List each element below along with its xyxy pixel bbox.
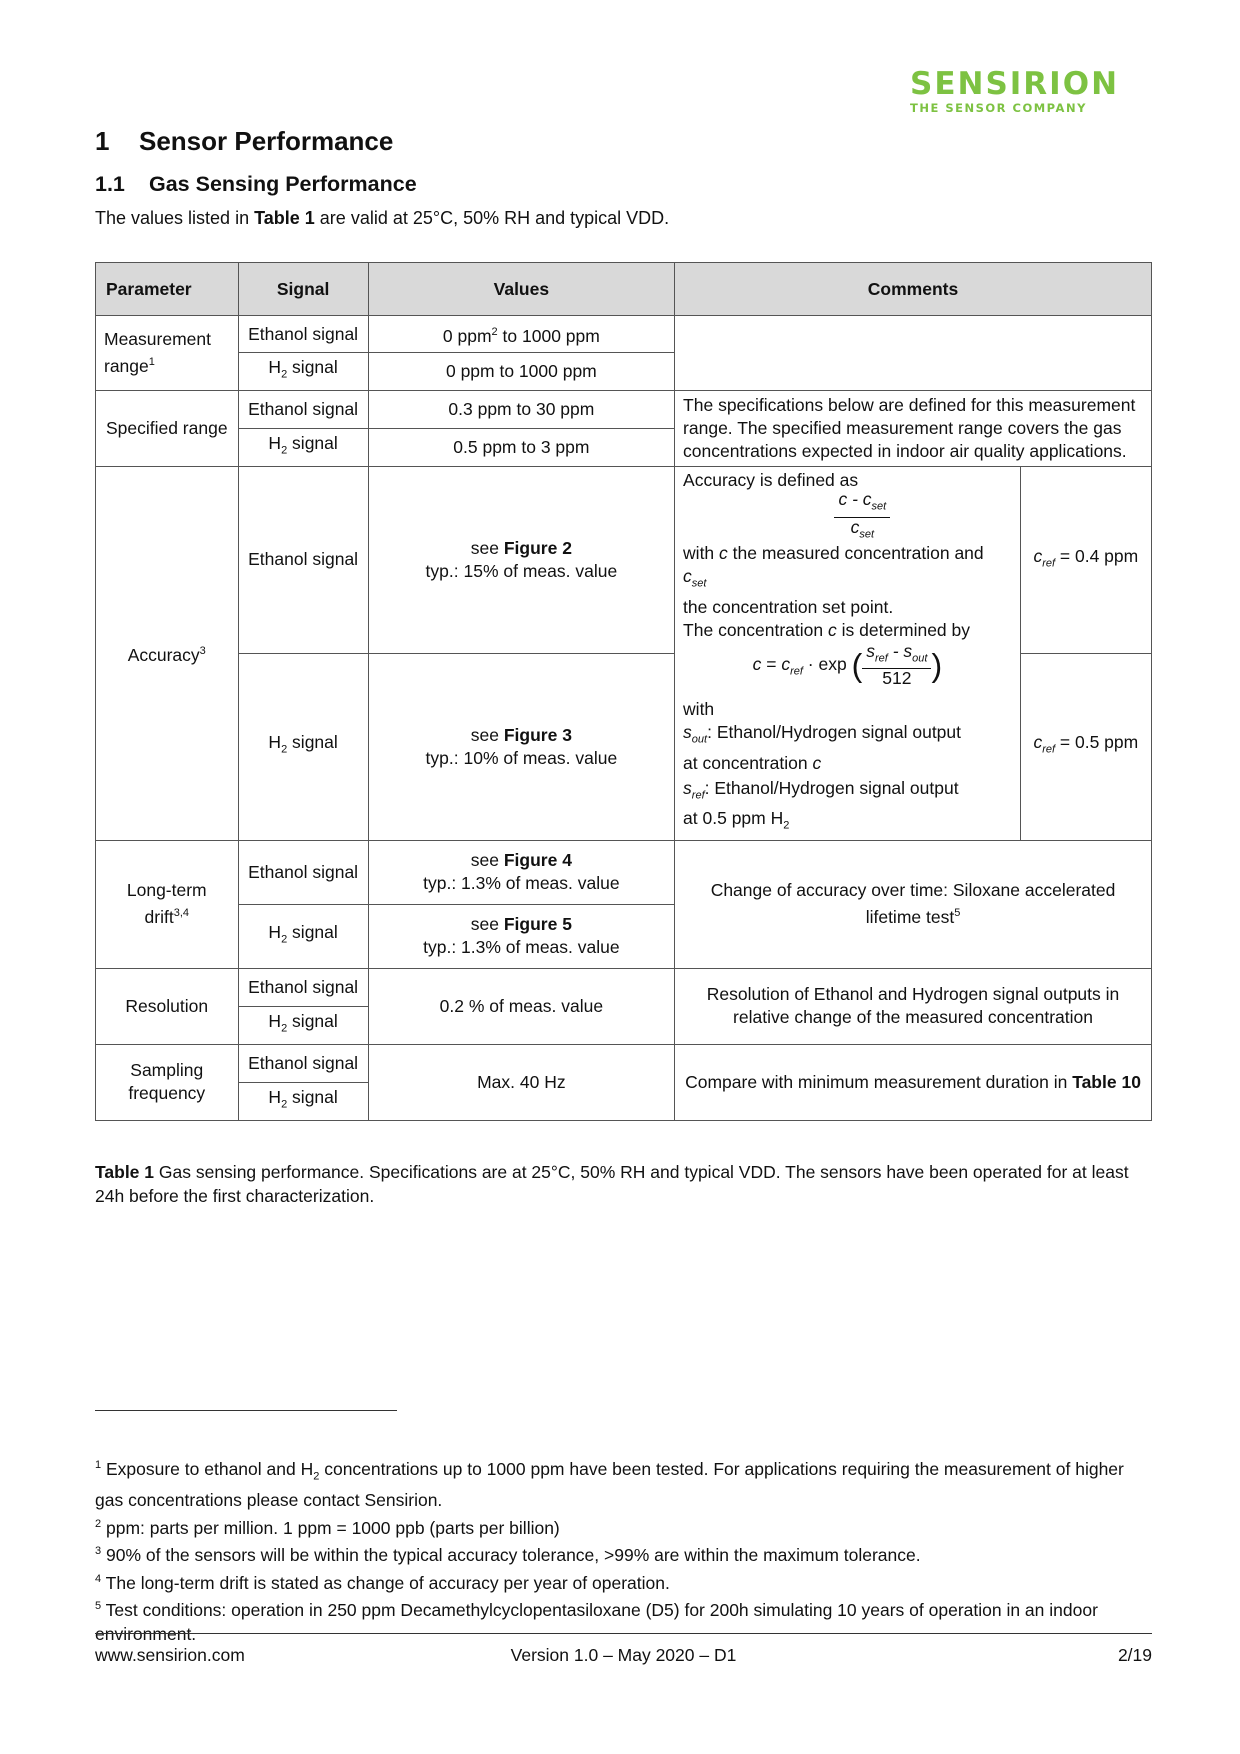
- comment-accuracy: Accuracy is defined as $\frac{c - c_{set}}{c_{set}}$ with c the measured concentration and $c_{set}$ the concentration set point. The concentration c is determined by $c = c_{ref} \cdot \exp$ ( $\frac{s_{ref} - s_{out}}{512}$ ) with $s_{out}$: Ethanol/Hydrogen signal output at concentration c $s_{ref}$: Ethanol/Hydrogen signal output at 0.5 ppm $H_2$: [675, 467, 1021, 841]
- value-cell: 0.5 ppm to 3 ppm: [368, 429, 674, 467]
- signal-h2: $H_2$ signal: [238, 1082, 368, 1120]
- cref-ethanol: $c_{ref} = 0.4$ ppm: [1020, 467, 1151, 654]
- signal-ethanol: Ethanol signal: [238, 391, 368, 429]
- value-cell: 0.3 ppm to 30 ppm: [368, 391, 674, 429]
- section-number: 1: [95, 126, 110, 156]
- table-ref: Table 1: [254, 208, 315, 228]
- header-values: Values: [368, 263, 674, 316]
- figure-ref: Figure 5: [503, 914, 572, 934]
- signal-h2: $H_2$ signal: [238, 429, 368, 467]
- signal-ethanol: Ethanol signal: [238, 467, 368, 654]
- sensirion-logo: [910, 68, 1150, 115]
- footnote: $^3$ 90% of the sensors will be within the typical accuracy tolerance, >99% are within the maximum tolerance.: [95, 1545, 921, 1566]
- value-cell: see Figure 4 typ.: 1.3% of meas. value: [368, 840, 674, 904]
- param-long-term-drift: Long-term drift$^{3,4}$: [96, 840, 239, 968]
- table-row: [96, 316, 1152, 353]
- param-resolution: Resolution: [96, 968, 239, 1044]
- table-row: [96, 467, 1152, 654]
- table-row: [96, 840, 1152, 904]
- figure-ref: Figure 4: [503, 850, 572, 870]
- value-cell: 0 ppm$^2$ to 1000 ppm: [368, 316, 674, 353]
- subsection-heading: [95, 172, 417, 197]
- footer-website[interactable]: www.sensirion.com: [95, 1645, 245, 1665]
- param-accuracy: Accuracy$^3$: [96, 467, 239, 841]
- section-heading: [95, 126, 393, 157]
- subsection-number: 1.1: [95, 172, 125, 196]
- comment-sampling: Compare with minimum measurement duration in Table 10: [675, 1044, 1152, 1120]
- value-cell: see Figure 5 typ.: 1.3% of meas. value: [368, 904, 674, 968]
- accuracy-formula: $\frac{c - c_{set}}{c_{set}}$: [713, 490, 1012, 544]
- page-footer: [95, 1645, 1152, 1669]
- signal-h2: $H_2$ signal: [238, 1006, 368, 1044]
- table-ref: Table 10: [1072, 1071, 1141, 1092]
- comment-empty: [675, 316, 1152, 391]
- signal-h2: $H_2$ signal: [238, 353, 368, 391]
- value-cell: see Figure 2 typ.: 15% of meas. value: [368, 467, 674, 654]
- comment-drift: Change of accuracy over time: Siloxane accelerated lifetime test$^5$: [675, 840, 1152, 968]
- param-specified-range: Specified range: [96, 391, 239, 467]
- footnote: $^1$ Exposure to ethanol and $H_2$ concentrations up to 1000 ppm have been tested. For applications requiring the measurement of higher gas concentrations please contact Sensirion.: [95, 1458, 1124, 1511]
- header-parameter: Parameter: [96, 263, 239, 316]
- footnotes: [95, 1454, 1155, 1647]
- logo-tagline: THE SENSOR COMPANY: [910, 101, 1087, 115]
- signal-ethanol: Ethanol signal: [238, 840, 368, 904]
- footer-divider: [95, 1633, 1152, 1634]
- param-measurement-range: Measurement range$^1$: [96, 316, 239, 391]
- footnote: $^2$ ppm: parts per million. 1 ppm = 1000 ppb (parts per billion): [95, 1517, 560, 1538]
- footnote: $^4$ The long-term drift is stated as change of accuracy per year of operation.: [95, 1572, 670, 1593]
- param-sampling-frequency: Sampling frequency: [96, 1044, 239, 1120]
- footnote-divider: [95, 1410, 397, 1411]
- table-header-row: [96, 263, 1152, 316]
- cref-h2: $c_{ref} = 0.5$ ppm: [1020, 653, 1151, 840]
- figure-ref: Figure 3: [503, 724, 572, 745]
- footnote: $^5$ Test conditions: operation in 250 ppm Decamethylcyclopentasiloxane (D5) for 200h simulating 10 years of operation in an indoor environment.: [95, 1600, 1098, 1644]
- signal-h2: $H_2$ signal: [238, 653, 368, 840]
- value-cell: 0.2 % of meas. value: [368, 968, 674, 1044]
- section-title: Sensor Performance: [139, 126, 394, 156]
- comment-specified-range: The specifications below are defined for this measurement range. The specified measurement range covers the gas concentrations expected in indoor air quality applications.: [675, 391, 1152, 467]
- footer-version: Version 1.0 – May 2020 – D1: [510, 1645, 737, 1665]
- signal-ethanol: Ethanol signal: [238, 968, 368, 1006]
- table-row: [96, 391, 1152, 429]
- signal-h2: $H_2$ signal: [238, 904, 368, 968]
- header-comments: Comments: [675, 263, 1152, 316]
- table-row: [96, 1044, 1152, 1082]
- subsection-title: Gas Sensing Performance: [149, 172, 417, 196]
- signal-ethanol: Ethanol signal: [238, 1044, 368, 1082]
- comment-resolution: Resolution of Ethanol and Hydrogen signal outputs in relative change of the measured concentration: [675, 968, 1152, 1044]
- intro-paragraph: The values listed in Table 1 are valid at 25°C, 50% RH and typical VDD.: [95, 208, 670, 228]
- signal-ethanol: Ethanol signal: [238, 316, 368, 353]
- value-cell: see Figure 3 typ.: 10% of meas. value: [368, 653, 674, 840]
- table-row: [96, 968, 1152, 1006]
- figure-ref: Figure 2: [503, 537, 572, 558]
- gas-sensing-performance-table: [95, 262, 1152, 1121]
- value-cell: Max. 40 Hz: [368, 1044, 674, 1120]
- header-signal: Signal: [238, 263, 368, 316]
- table-caption: Table 1 Gas sensing performance. Specifications are at 25°C, 50% RH and typical VDD. The sensors have been operated for at least 24h before the first characterization.: [95, 1162, 1129, 1206]
- value-cell: 0 ppm to 1000 ppm: [368, 353, 674, 391]
- concentration-formula: $c = c_{ref} \cdot \exp$ ( $\frac{s_{ref} - s_{out}}{512}$ ): [752, 640, 943, 688]
- footer-page-number: 2/19: [1117, 1645, 1152, 1665]
- logo-wordmark: SENSIRION: [910, 66, 1120, 102]
